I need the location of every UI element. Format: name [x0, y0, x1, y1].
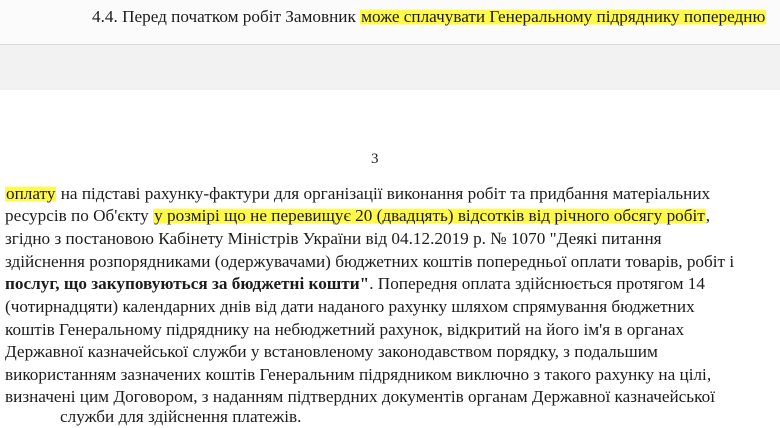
line-text: . Попередня оплата здійснюється протягом 14	[369, 274, 705, 293]
paragraph-line-9: використанням зазначених коштів Генеральним підрядником виключно з такого рахунку на цілі,	[5, 365, 712, 384]
highlighted-text: оплату	[6, 184, 56, 203]
line-text: ,	[705, 206, 711, 225]
paragraph-line-4: здійснення розпорядниками (одержувачами) бюджетних коштів попередньої оплати товарів, робіт і	[5, 252, 735, 271]
paragraph-line-7: коштів Генеральному підряднику на небюджетний рахунок, відкритий на його ім'я в органах	[5, 320, 685, 339]
paragraph-line-3: згідно з постановою Кабінету Міністрів України від 04.12.2019 р. № 1070 "Деякі питання	[5, 229, 662, 248]
paragraph-line-5	[5, 273, 705, 295]
paragraph-line-1	[5, 183, 710, 205]
highlighted-text: у розмірі що не перевищує 20 (двадцять) відсотків від річного обсягу робіт	[154, 206, 705, 225]
clause-number: 4.4.	[92, 7, 118, 26]
line-text: ресурсів по Об'єкту	[5, 206, 154, 225]
bold-text: послуг, що закуповуються за бюджетні кошти"	[5, 274, 370, 293]
clause-4-4-line	[92, 6, 766, 28]
paragraph-line-11: служби для здійснення платежів.	[60, 407, 302, 426]
paragraph-line-2	[5, 205, 710, 227]
page-break-gap	[0, 44, 780, 92]
paragraph-line-10: визначені цим Договором, з наданням підтвердних документів органам Державної казначейської	[5, 387, 715, 406]
paragraph-line-8: Державної казначейської служби у встановленому законодавством порядку, з подальшим	[5, 342, 658, 361]
page-number: 3	[371, 151, 379, 167]
clause-text: Перед початком робіт Замовник	[122, 7, 361, 26]
line-text: на підставі рахунку-фактури для організації виконання робіт та придбання матеріальних	[56, 184, 711, 203]
paragraph-line-6: (чотирнадцяти) календарних днів від дати наданого рахунку шляхом спрямування бюджетних	[5, 297, 695, 316]
highlighted-text: може сплачувати Генеральному підряднику попередню	[361, 7, 766, 26]
